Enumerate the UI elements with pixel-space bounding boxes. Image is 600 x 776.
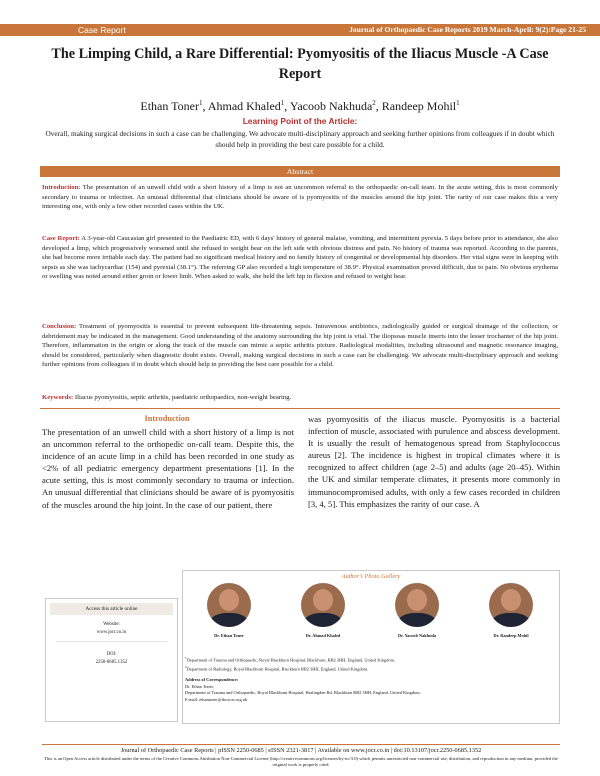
affiliation-1 — [185, 655, 555, 664]
body-right-column: was pyomyositis of the iliacus muscle. Pyomyositis is a bacterial infection of muscle, associated with purulence and abscess development. It is usually the result of hematogenous spread from Staphylococcus aureus [2]. The incidence is highest in tropical climates where it is recognized to affect children (age 2–5) and adults (age 20–45). Within the UK and similar temperate climates, it presents more commonly in immunocompromised adults, with only a few cases recorded in children [3, 4, 5]. This emphasizes the rarity of our case. A — [308, 414, 560, 509]
abstract-introduction — [42, 183, 558, 212]
author-photo-caption: Dr. Ahmad Khaled — [305, 633, 341, 638]
correspondence-name: Dr. Ethan Toner, — [185, 683, 214, 689]
website-label: Website: — [103, 622, 120, 627]
author-separator: , — [284, 99, 290, 113]
journal-citation: Journal of Orthopaedic Case Reports 2019 March-April: 9(2):Page 21-25 — [349, 25, 586, 34]
author-photo — [467, 583, 555, 641]
author-list — [40, 95, 560, 114]
affiliation-text: Department of Trauma and Orthopaedic, Royal Blackburn Hospital, Blackburn, BB2 3HH, England, United Kingdom. — [186, 657, 396, 663]
access-online-box — [45, 598, 178, 722]
affiliations — [185, 655, 555, 673]
author-name: Ethan Toner — [140, 99, 199, 113]
correspondence — [185, 677, 555, 703]
section-divider — [40, 408, 560, 409]
affiliation-mark: 1 — [185, 656, 187, 660]
abstract-heading: Abstract — [40, 166, 560, 177]
article-type-label: Case Report — [78, 25, 126, 35]
author-separator: , — [375, 99, 382, 113]
avatar — [395, 583, 439, 627]
author-photo-caption: Dr. Yacoob Nakhuda — [397, 633, 436, 638]
divider — [56, 641, 167, 642]
affiliation-text: Department of Radiology, Royal Blackburn Hospital, Blackburn BB2 3HH, England, United Kingdom. — [186, 666, 369, 672]
keywords-label: Keywords: — [42, 394, 74, 401]
affiliation-2 — [185, 664, 555, 673]
keywords-text: Iliacus pyomyositis, septic arthritis, paediatric orthopaedics, non-weight bearing. — [74, 394, 292, 401]
footer-divider — [42, 744, 560, 745]
abstract-case-text: A 3-year-old Caucasian girl presented to the Paediatric ED, with 6 days' history of general malaise, vomiting, and intermittent pyrexia. 5 days before prior to attendance, she also developed a limp, which progressively worsened until she refused to weight bear on the left side with obvious distress and pain. No history of trauma was reported. According to the parents, she had become more irritable each day. The patient had no significant medical history and no family history of congenital or developmental hip disorders. Her vital signs were in keeping with sepsis as she was tachycardiac (154) and pyrexial (38.1°). The referring GP also recorded a high temperature of 38.9°. Physical examination proved difficult, due to pain. No obvious erythema or swelling was noted around either groin or lower limb. When asked to walk, she held the left hip in flexion and refused to weight bear. — [42, 235, 558, 281]
author-name: Ahmad Khaled — [207, 99, 281, 113]
article-title: The Limping Child, a Rare Differential: Pyomyositis of the Iliacus Muscle -A Case Report — [51, 46, 549, 82]
author-name: Randeep Mohil — [381, 99, 457, 113]
author-photo — [279, 583, 367, 641]
abstract-case-label: Case Report: — [42, 235, 80, 242]
correspondence-address: Department of Trauma and Orthopaedic, Royal Blackburn Hospital, Haslingden Rd, Blackburn BB2 3HH, England, United Kingdom. — [185, 690, 421, 695]
introduction-heading: Introduction — [144, 414, 190, 423]
license-text: This is an Open Access article distributed under the terms of the Creative Commons Attribution Non-Commercial License (http://creativecommons.org/licenses/by-nc/3.0) which permits unrestricted non-commercial use, distribution, and reproduction in any medium, provided the original work is properly cited. — [44, 756, 558, 767]
learning-point-text: Overall, making surgical decisions in such a case can be challenging. We advocate multi-disciplinary approach and seeking further opinions from colleagues if in doubt which should help in providing the best care possible for a child. — [45, 129, 555, 149]
doi-value: 2250-0685.1352 — [95, 660, 128, 665]
affiliation-mark: 2 — [185, 664, 187, 669]
abstract-case-report — [42, 234, 558, 282]
access-online-heading: Access this article online — [50, 603, 173, 615]
correspondence-heading: Address of Correspondence: — [185, 677, 239, 682]
author-photo-caption: Dr. Ethan Toner — [214, 633, 244, 638]
abstract-keywords — [42, 393, 558, 403]
author-affiliation-mark: 1 — [198, 99, 203, 107]
author-photo-gallery — [182, 570, 560, 724]
gallery-heading: Author's Photo Gallery — [341, 573, 401, 580]
author-name: Yacoob Nakhuda — [289, 99, 373, 113]
abstract-conclusion — [42, 322, 558, 370]
author-affiliation-mark: 1 — [280, 99, 285, 107]
author-affiliation-mark: 1 — [456, 99, 460, 107]
doi-label: DOI: — [106, 652, 117, 657]
avatar — [207, 583, 251, 627]
author-affiliation-mark: 2 — [372, 99, 376, 107]
journal-header-bar — [0, 24, 600, 36]
avatar — [301, 583, 345, 627]
avatar — [489, 583, 533, 627]
author-photo — [373, 583, 461, 641]
abstract-conclusion-label: Conclusion: — [42, 323, 77, 330]
author-photo-caption: Dr. Randeep Mohil — [493, 633, 529, 638]
website-link[interactable]: www.jocr.co.in — [96, 630, 127, 635]
abstract-introduction-text: The presentation of an unwell child with a short history of a limp is not an uncommon referral to the orthopaedic on-call team. In the acute setting, this is most commonly secondary to trauma or infection. An unusual differential that clinicians should be aware of is pyomyositis of the muscles around the hip joint. The rarity of our case makes this a very interesting one, with only a few other recorded cases within the UK. — [42, 184, 558, 211]
journal-footer: Journal of Orthopaedic Case Reports | pISSN 2250-0685 | eISSN 2321-3817 | Available on www.jocr.co.in | doi:10.13107/jocr.2250-0685.1352 — [120, 747, 482, 754]
learning-point-heading: Learning Point of the Article: — [242, 116, 358, 126]
author-photo — [185, 583, 273, 641]
abstract-introduction-label: Introduction: — [42, 184, 81, 191]
abstract-conclusion-text: Treatment of pyomyositis is essential to prevent subsequent life-threatening sepsis. Intravenous antibiotics, radiologically guided or surgical drainage of the collection, or debridement may be indicated in the management. Good understanding of the anatomy surrounding the hip joint is vital. The iliopsoas muscle inserts into the lesser trochanter of the hip joint. Therefore, inflammation in the origin or along the track of the muscle can mimic a septic arthritis picture. Radiological modalities, including ultrasound and magnetic resonance imaging, should be considered, particularly when diagnostic doubt exists. Overall, making surgical decisions in such a case can be challenging. We advocate multi-disciplinary approach and seeking further opinions from colleagues if in doubt which should help in providing the best care possible for a child. — [42, 323, 558, 369]
author-separator: , — [202, 99, 208, 113]
body-left-column: The presentation of an unwell child with a short history of a limp is not an uncommon referral to the orthopedic on-call team. Despite this, the incidence of an acute limp in a child has been recorded in one study as <2% of all pediatric emergency department presentations [1]. In the acute setting, this is most commonly secondary to trauma or infection. An unusual differential that clinicians should be aware of is pyomyositis of the muscles around the hip joint. In the case of our patient, there — [42, 427, 294, 510]
correspondence-email[interactable]: E-mail: ethantoner@doctors.org.uk — [185, 696, 248, 702]
